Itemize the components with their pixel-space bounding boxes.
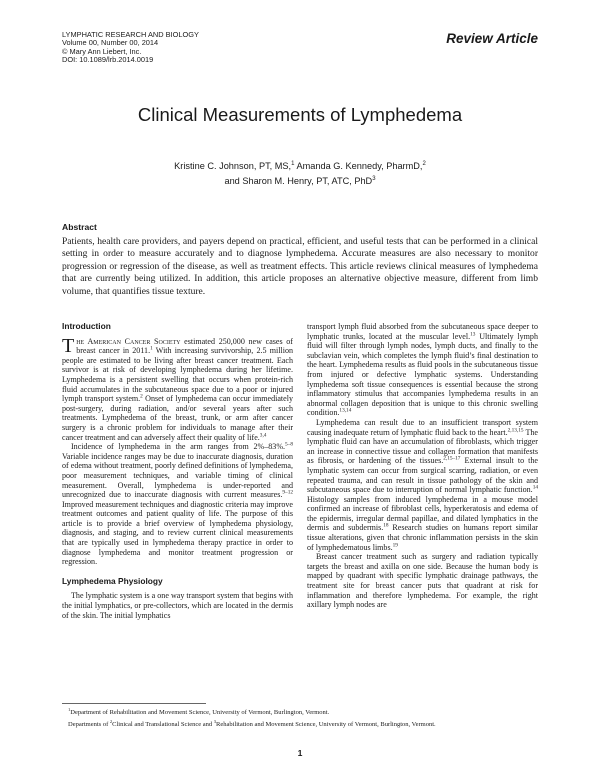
citation: 18 [383, 522, 389, 529]
citation: 5–8 [285, 441, 293, 448]
author-line-1 [0, 158, 600, 173]
citation: 13 [470, 330, 476, 337]
citation: 13,14 [339, 407, 352, 414]
abstract-text: Patients, health care providers, and payers depend on practical, efficient, and useful tests that can be performed in a clinical setting in order to measure accurately and to diagnose lymphedema. Accurate measures are also necessary to monitor progression or regression of the disease, as well as treatment effects. This article reviews clinical measures of lymphedema that are currently being utilized. In addition, this article proposes an alternative objective measure, different from limb volume, that quantifies tissue texture. [62, 236, 538, 297]
article-type-label: Review Article [446, 31, 538, 46]
citation: 19 [392, 541, 398, 548]
author-name: and Sharon M. Henry, PT, ATC, PhD [224, 175, 373, 186]
drop-cap: T [62, 334, 75, 357]
intro-paragraph-1: The American Cancer Society estimated 250,000 new cases of breast cancer in 2011.$^1$ With increasing survivorship, 2.5 million people are estimated to be living after breast cancer treatment. Each survivor is at risk of developing lymphedema during her lifetime. Lymphedema is a persistent swelling that occurs when protein-rich fluid accumulates in the subcutaneous space due to a poor or injured lymph transport system.$^2$ Onset of lymphedema can occur immediately post-surgery, during radiation, and/or several years after such treatments. Lymphedema of the breast, trunk, or arm after cancer surgery is a chronic problem for individuals to manage after their cancer treatment and can adversely affect their quality of life.$^{3,4}$ [62, 334, 294, 442]
physiology-paragraph-continued: transport lymph fluid absorbed from the subcutaneous space deeper to lymphatic trunks, located at the muscular level.$^{13}$ Ultimately lymph fluid will filter through lymph nodes, lymph ducts, and finally to the subclavian vein, which completes the lymph fluid’s final destination to the heart. Lymphedema results as fluid pools in the subcutaneous tissue from injured or defective lymphatic systems. Understanding lymphedema soft tissue consequences is essential because the strong inflammatory stimulus that accompanies lymphedema results in an abnormal collagen deposition that is unique to this chronic swelling condition.$^{13,14}$ [307, 322, 538, 418]
citation: 3,4 [259, 431, 267, 438]
affiliation-marker: 2 [422, 161, 426, 167]
citation: 2,13,15 [507, 426, 524, 433]
journal-doi: DOI: 10.1089/lrb.2014.0019 [62, 55, 154, 65]
physiology-paragraph-1: The lymphatic system is a one way transport system that begins with the initial lymphatics, or pre-collectors, which are located in the dermis of the skin. The initial lymphatics [62, 591, 293, 620]
footnote-divider [62, 703, 206, 704]
author-list [0, 158, 600, 187]
citation: 9–12 [282, 489, 293, 496]
journal-copyright: © Mary Ann Liebert, Inc. [62, 46, 142, 56]
citation: 2,15–17 [443, 455, 461, 462]
author-name: Amanda G. Kennedy, PharmD, [294, 161, 423, 172]
left-column [62, 322, 293, 620]
physiology-paragraph-3: Breast cancer treatment such as surgery and radiation typically targets the breast and axilla on one side. Because the human body is mapped by quadrant with specific lymphatic drainage pathways, the treatment site for breast cancer puts that quadrant at risk for inflammation and therefore lymphedema. For example, the right axillary lymph nodes are [307, 552, 538, 610]
section-heading-introduction: Introduction [62, 321, 111, 331]
journal-name: LYMPHATIC RESEARCH AND BIOLOGY [62, 30, 199, 39]
footnotes [62, 706, 538, 729]
intro-paragraph-2: Incidence of lymphedema in the arm ranges from 2%–83%.$^{5-8}$ Variable incidence ranges may be due to inaccurate diagnosis, duration of edema without treatment, poorly defined definitions of lymphedema, poor measurement techniques, and variable timing of clinical measurement. Overall, lymphedema is under-reported and unrecognized due to inaccurate diagnosis with current measures.$^{9-12}$ Improved measurement techniques and diagnostic criteria may improve treatment outcomes and patient quality of life. The purpose of this article is to provide a brief overview of lymphedema physiology, diagnosis, and staging, and to review current clinical measurements that are typically used in lymphedema therapy practice in order to diagnose lymphedema and monitor treatment progression or regression. [62, 441, 293, 567]
citation: 14 [532, 484, 538, 491]
right-column [307, 322, 538, 610]
citation: 2 [140, 393, 143, 400]
citation: 1 [150, 345, 153, 352]
journal-header [62, 31, 199, 65]
affiliation-marker: 1 [291, 161, 295, 167]
footnote-affiliation-1: $^1$Department of Rehabilitation and Movement Science, University of Vermont, Burlington, Vermont. [68, 707, 330, 717]
journal-volume: Volume 00, Number 00, 2014 [62, 38, 159, 48]
page-number: 1 [297, 748, 303, 758]
author-line-2 [0, 173, 600, 188]
physiology-paragraph-2: Lymphedema can result due to an insufficient transport system causing inadequate return of lymphatic fluid back to the heart.$^{2,13,15}$ The lymphatic fluid can have an accumulation of fibroblasts, which trigger an increase in connective tissue and collagen formation that manifests as fibrosis, or hardening of the tissues.$^{2,15-17}$ External insult to the lymphatic system can occur from surgical scarring, radiation, or even repeated trauma, and can result in tissue pathology of the skin and subcutaneous space due to interruption of normal lymphatic function.$^{14}$ Histology samples from induced lymphedema in a mouse model confirmed an increase of fibroblast cells, hyperkeratosis and edema of the epidermis, irregular dermal papillae, and dilated lymphatics in the dermis and subdermis.$^{18}$ Research studies on humans report similar tissue alterations, given that chronic inflammation persists in the skin of lymphedematous limbs.$^{19}$ [307, 417, 539, 552]
author-name: Kristine C. Johnson, PT, MS, [174, 161, 292, 172]
abstract-heading: Abstract [62, 222, 97, 232]
affiliation-marker: 3 [372, 175, 376, 182]
section-heading-physiology: Lymphedema Physiology [62, 575, 163, 586]
footnote-affiliation-2: Departments of $^2$Clinical and Translational Science and $^3$Rehabilitation and Movement Science, University of Vermont, Burlington, Vermont. [68, 718, 436, 728]
article-title: Clinical Measurements of Lymphedema [137, 104, 463, 125]
